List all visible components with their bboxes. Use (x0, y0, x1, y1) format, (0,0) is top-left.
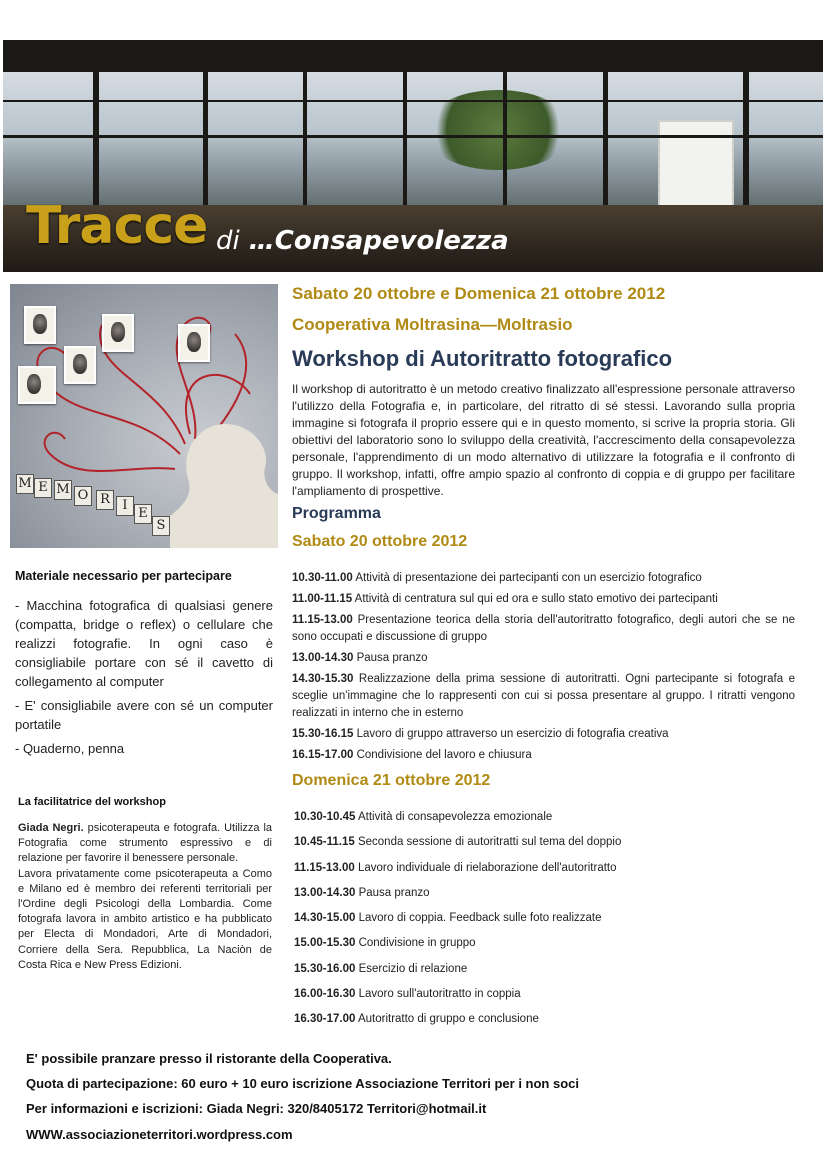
materials-item: - Macchina fotografica di qualsiasi genere (compatta, bridge o reflex) o cellulare che realizzi fotografie. In ogni caso è consigliabile portare con sé il cavetto di collegamento al computer (15, 598, 273, 689)
schedule-time: 11.15-13.00 (292, 614, 353, 626)
schedule-item (292, 747, 795, 764)
facilitator-heading: La facilitatrice del workshop (18, 796, 166, 808)
intro-paragraph: Il workshop di autoritratto è un metodo creativo finalizzato all'espressione personale attraverso l'utilizzo della Fotografia e, in particolare, del ritratto di sé stessi. Lavorando sulla propria immagine si fotografa il proprio essere qui e in questo momento, si scrive la propria storia. Gli obiettivi del laboratorio sono lo sviluppo della creatività, l'accrescimento della consapevolezza personale, l'apprendimento di un modo alternativo di utilizzare la fotografia e il confronto di gruppo. Il workshop, infatti, offre ampio spazio al confronto di coppia e di gruppo per facilitare l'ampliamento di prospettive. (292, 382, 795, 498)
schedule-text: Lavoro sull'autoritratto in coppia (355, 988, 521, 1001)
materials-list (15, 596, 273, 763)
schedule-time: 13.00-14.30 (294, 886, 356, 899)
schedule-item (292, 671, 795, 722)
polaroid-2 (102, 314, 134, 352)
schedule-text: Attività di consapevolezza emozionale (355, 811, 553, 823)
schedule-item (294, 1011, 797, 1036)
schedule-item (292, 612, 795, 646)
memories-illustration (10, 284, 278, 548)
schedule-item (294, 961, 797, 986)
title-di: di (216, 226, 240, 256)
sunday-schedule (294, 809, 797, 1037)
schedule-time: 10.30-11.00 (292, 572, 353, 584)
schedule-time: 15.00-15.30 (294, 937, 356, 950)
letter-tile: I (116, 496, 134, 516)
polaroid-1 (24, 306, 56, 344)
facilitator-name: Giada Negri. (18, 822, 84, 834)
schedule-text: Attività di centratura sul qui ed ora e sullo stato emotivo dei partecipanti (352, 593, 718, 605)
schedule-text: Lavoro di gruppo attraverso un esercizio di fotografia creativa (353, 728, 669, 740)
schedule-text: Seconda sessione di autoritratti sul tema del doppio (354, 836, 622, 849)
letter-tile: M (54, 480, 72, 500)
schedule-time: 11.15-13.00 (294, 861, 355, 874)
schedule-time: 16.00-16.30 (294, 988, 356, 1001)
polaroid-5 (18, 366, 56, 404)
schedule-text: Lavoro individuale di rielaborazione dell'autoritratto (354, 861, 617, 874)
schedule-item (294, 935, 797, 960)
schedule-item (292, 570, 795, 587)
footer-fee: Quota di partecipazione: 60 euro + 10 euro iscrizione Associazione Territori per i non soci (26, 1076, 580, 1091)
facilitator-bio-intro (18, 821, 272, 867)
title-consapevolezza (216, 228, 509, 254)
letter-tile: E (34, 478, 52, 498)
schedule-time: 14.30-15.30 (292, 673, 354, 685)
schedule-text: Pausa pranzo (353, 652, 428, 664)
schedule-time: 14.30-15.00 (294, 912, 356, 925)
footer-lunch: E' possibile pranzare presso il ristorante della Cooperativa. (26, 1051, 392, 1066)
schedule-item (294, 885, 797, 910)
schedule-item (294, 910, 797, 935)
schedule-time: 13.00-14.30 (292, 652, 354, 664)
facilitator-bio-1: psicoterapeuta e fotografa. Utilizza la Fotografia come strumento espressivo e di relazione per favorire il benessere personale. (18, 822, 272, 865)
saturday-heading: Sabato 20 ottobre 2012 (292, 533, 468, 550)
workshop-title: Workshop di Autoritratto fotografico (292, 346, 673, 371)
schedule-item (294, 860, 797, 885)
polaroid-3 (178, 324, 210, 362)
title-tracce: Tracce (26, 196, 208, 256)
schedule-item (294, 809, 797, 834)
schedule-text: Presentazione teorica della storia dell'autoritratto fotografico, degli autori che se ne sono occupati e discussione di gruppo (292, 614, 795, 643)
schedule-text: Condivisione in gruppo (355, 937, 476, 950)
letter-tile: R (96, 490, 114, 510)
title-rest: …Consapevolezza (239, 226, 509, 256)
materials-heading: Materiale necessario per partecipare (15, 569, 232, 583)
facilitator-bio (18, 821, 272, 973)
schedule-text: Autoritratto di gruppo e conclusione (355, 1013, 539, 1026)
schedule-item (294, 986, 797, 1011)
schedule-text: Lavoro di coppia. Feedback sulle foto realizzate (355, 912, 602, 925)
event-dates: Sabato 20 ottobre e Domenica 21 ottobre 2012 (292, 284, 666, 303)
schedule-time: 11.00-11.15 (292, 593, 353, 605)
program-heading: Programma (292, 505, 381, 522)
schedule-text: Esercizio di relazione (355, 962, 468, 975)
schedule-time: 15.30-16.15 (292, 728, 354, 740)
materials-item: - E' consigliabile avere con sé un computer portatile (15, 698, 273, 732)
letter-tile: E (134, 504, 152, 524)
schedule-text: Attività di presentazione dei partecipanti con un esercizio fotografico (352, 572, 702, 584)
schedule-item (292, 650, 795, 667)
schedule-item (294, 834, 797, 859)
schedule-item (292, 591, 795, 608)
polaroid-4 (64, 346, 96, 384)
schedule-time: 10.45-11.15 (294, 836, 355, 849)
schedule-text: Realizzazione della prima sessione di autoritratti. Ogni partecipante si fotografa e sceglie un'immagine che lo rappresenti con cui si possa presentare al gruppo. I ritratti vengono realizzati in interno che in esterno (292, 673, 795, 719)
materials-item: - Quaderno, penna (15, 741, 125, 756)
schedule-item (292, 726, 795, 743)
letter-tile: O (74, 486, 92, 506)
schedule-text: Condivisione del lavoro e chiusura (353, 749, 532, 761)
footer-info: Per informazioni e iscrizioni: Giada Negri: 320/8405172 Territori@hotmail.it (26, 1101, 487, 1116)
sunday-heading: Domenica 21 ottobre 2012 (292, 772, 491, 789)
facilitator-bio-2: Lavora privatamente come psicoterapeuta a Como e Milano ed è membro dei referenti territoriali per l'Ordine degli Psicologi della Lombardia. Come fotografa lavora in ambito artistico e ha pubblicato per Electa di Mondadori, Arte di Mondadori, Corriere della Sera. Repubblica, La Naciòn de Costa Rica e New Press Edizioni. (18, 867, 272, 971)
schedule-text: Pausa pranzo (355, 886, 430, 899)
schedule-time: 16.30-17.00 (294, 1013, 356, 1026)
schedule-time: 16.15-17.00 (292, 749, 354, 761)
footer-website: WWW.associazioneterritori.wordpress.com (26, 1127, 293, 1142)
schedule-time: 10.30-10.45 (294, 811, 356, 823)
letter-tile: M (16, 474, 34, 494)
letter-tile: S (152, 516, 170, 536)
saturday-schedule (292, 570, 795, 768)
schedule-time: 15.30-16.00 (294, 962, 356, 975)
event-place: Cooperativa Moltrasina—Moltrasio (292, 315, 573, 334)
